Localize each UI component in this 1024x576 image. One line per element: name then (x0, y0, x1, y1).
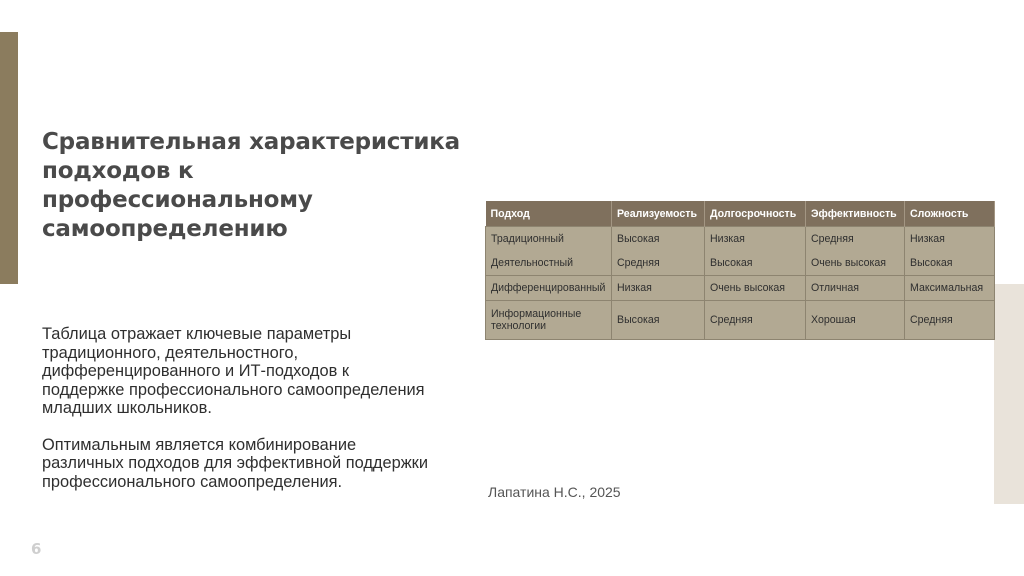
table-cell: Средняя (905, 301, 995, 340)
table-header-row (486, 201, 995, 227)
table-cell: Отличная (806, 276, 905, 301)
body-paragraph-2: Оптимальным является комбинирование различных подходов для эффективной поддержки профессионального самоопределения. (42, 435, 429, 491)
table-cell: Низкая (612, 276, 705, 301)
table-cell: Дифференцированный (486, 276, 612, 301)
table-cell: Средняя (806, 227, 905, 252)
body-paragraph-1: Таблица отражает ключевые параметры традиционного, деятельностного, дифференцированного и ИТ-подходов к поддержке профессионального самоопределения младших школьников. (42, 325, 425, 417)
table-cell: Максимальная (905, 276, 995, 301)
header-longevity: Долгосрочность (705, 201, 806, 227)
slide-title: Сравнительная характеристика подходов к профессиональному самоопределению (42, 129, 461, 242)
table-cell: Средняя (612, 251, 705, 276)
slide-body (42, 325, 432, 491)
left-accent-bar (0, 32, 18, 284)
table-cell: Очень высокая (705, 276, 806, 301)
page-number: 6 (31, 540, 42, 558)
table-cell: Высокая (705, 251, 806, 276)
table-cell: Низкая (905, 227, 995, 252)
table-cell: Очень высокая (806, 251, 905, 276)
right-accent-bar (994, 284, 1024, 504)
table-row (486, 276, 995, 301)
table-cell: Высокая (612, 301, 705, 340)
table-cell: Высокая (612, 227, 705, 252)
header-feasibility: Реализуемость (612, 201, 705, 227)
table-row (486, 251, 995, 276)
table-cell: Хорошая (806, 301, 905, 340)
header-effectiveness: Эффективность (806, 201, 905, 227)
table-cell: Деятельностный (486, 251, 612, 276)
table-cell: Средняя (705, 301, 806, 340)
table-cell: Низкая (705, 227, 806, 252)
header-complexity: Сложность (905, 201, 995, 227)
table-cell: Традиционный (486, 227, 612, 252)
table-row (486, 227, 995, 252)
table-cell: Информационные технологии (486, 301, 612, 340)
author-credit: Лапатина Н.С., 2025 (488, 484, 621, 500)
comparison-table (485, 201, 995, 340)
header-approach: Подход (486, 201, 612, 227)
table-cell: Высокая (905, 251, 995, 276)
table-row (486, 301, 995, 340)
